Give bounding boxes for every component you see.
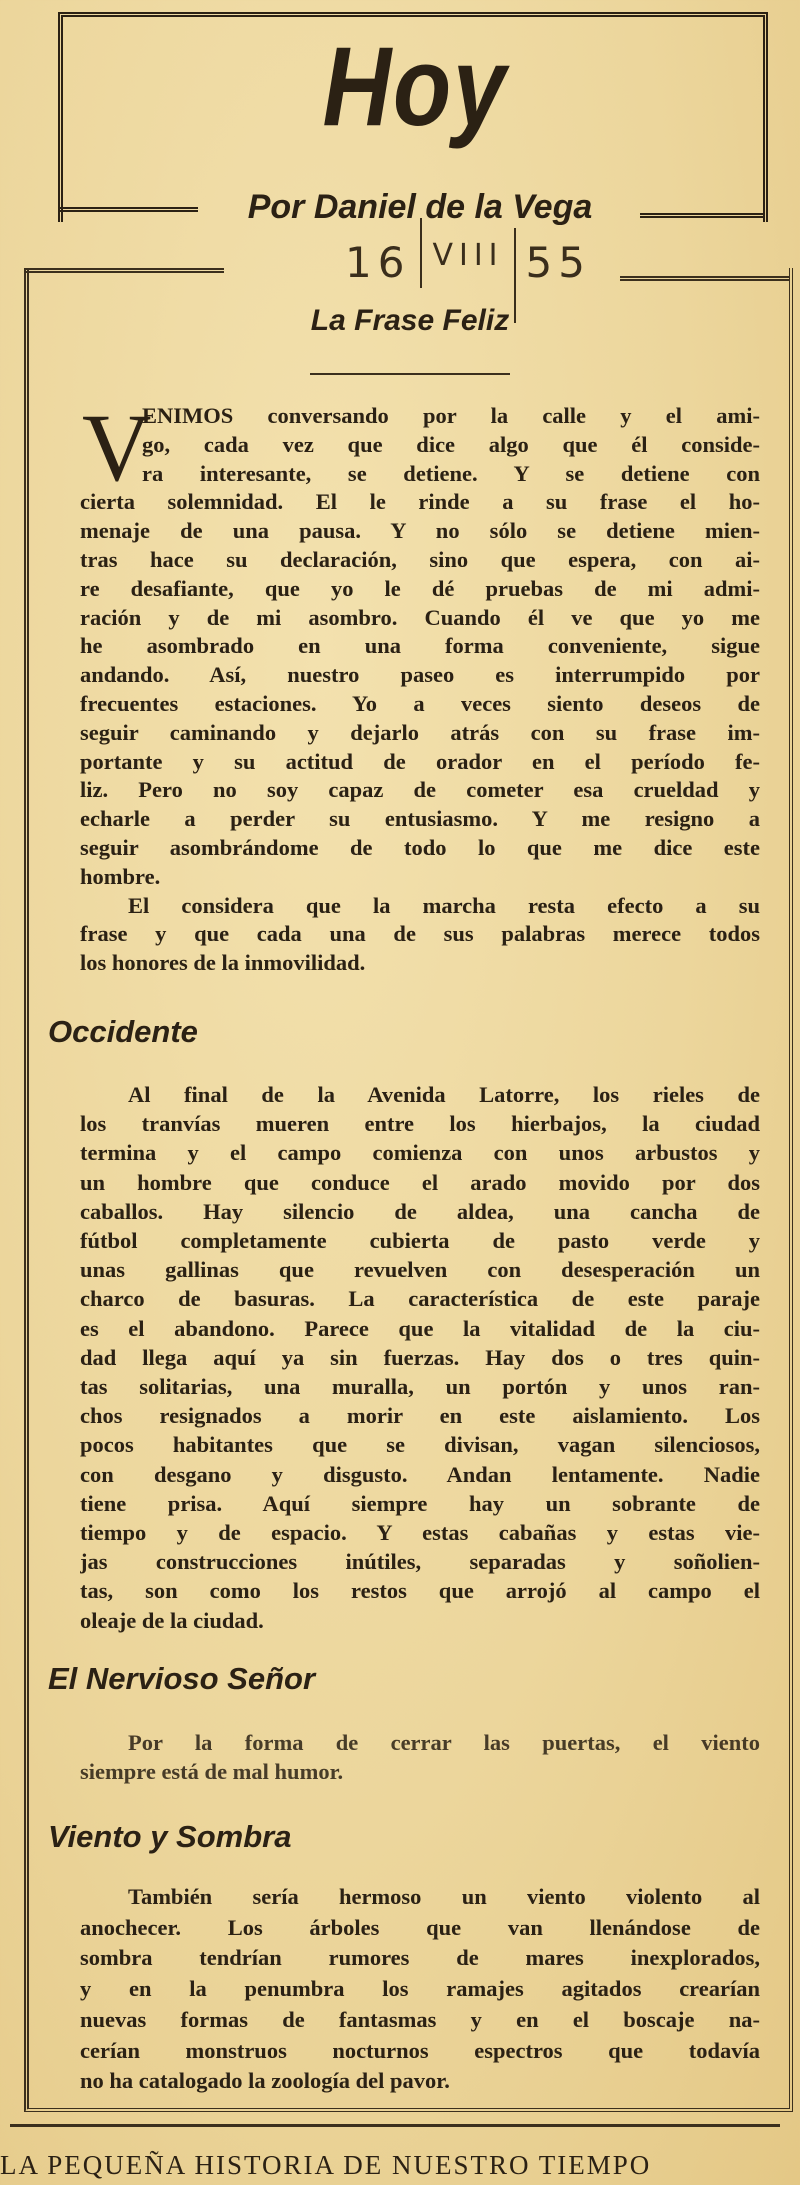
drop-cap: V	[82, 394, 152, 501]
text-line: cierta solemnidad. El le rinde a su frase el ho-	[80, 489, 760, 515]
article-frame-rule	[620, 276, 790, 281]
article-frame-rule	[24, 268, 224, 273]
text-line: unas gallinas que revuelven con desesperación un	[80, 1257, 760, 1283]
text-line: charco de basuras. La característica de este paraje	[80, 1286, 760, 1312]
header-frame-rule	[58, 207, 198, 212]
text-line: frase y que cada una de sus palabras merece todos	[80, 921, 760, 947]
handwritten-day: 16	[345, 238, 411, 287]
text-line: tas solitarias, una muralla, un portón y unos ran-	[80, 1374, 760, 1400]
title-divider	[310, 373, 510, 375]
text-line: portante y su actitud de orador en el período fe-	[80, 748, 760, 774]
text-line: con desgano y disgusto. Andan lentamente. Nadie	[80, 1461, 760, 1487]
text-line: nuevas formas de fantasmas y en el boscaje na-	[80, 2006, 760, 2032]
section-heading-occidente: Occidente	[48, 1014, 198, 1049]
intro-paragraphs	[80, 394, 760, 978]
text-line: seguir asombrándome de todo lo que me dice este	[80, 834, 760, 860]
text-line: tiempo y de espacio. Y estas cabañas y estas vie-	[80, 1520, 760, 1546]
text-line: tras hace su declaración, sino que espera, con ai-	[80, 546, 760, 572]
text-line: los honores de la inmovilidad.	[80, 950, 366, 976]
text-line: tiene prisa. Aquí siempre hay un sobrante de	[80, 1490, 760, 1516]
text-line: fútbol completamente cubierta de pasto verde y	[80, 1228, 760, 1254]
text-line: ra interesante, se detiene. Y se detiene con	[142, 460, 760, 486]
text-line: Al final de la Avenida Latorre, los rieles de	[128, 1082, 760, 1107]
article-frame-rule	[10, 2124, 780, 2127]
text-line: siempre está de mal humor.	[80, 1759, 344, 1785]
running-footer: LA PEQUEÑA HISTORIA DE NUESTRO TIEMPO	[0, 2150, 652, 2180]
text-line: Por la forma de cerrar las puertas, el viento	[128, 1730, 760, 1755]
section-heading-viento: Viento y Sombra	[48, 1819, 292, 1854]
header-frame-rule	[640, 213, 763, 218]
text-line: frecuentes estaciones. Yo a veces siento deseos de	[80, 690, 760, 716]
text-line: caballos. Hay silencio de aldea, una cancha de	[80, 1198, 760, 1224]
byline: Por Daniel de la Vega	[247, 188, 593, 226]
section-body-occidente	[80, 1080, 760, 1635]
text-line: jas construcciones inútiles, separadas y soñolien-	[80, 1549, 760, 1575]
text-line: cerían monstruos nocturnos espectros que todavía	[80, 2037, 760, 2063]
text-line: pocos habitantes que se divisan, vagan silenciosos,	[80, 1432, 760, 1458]
text-line: También sería hermoso un viento violento al	[128, 1884, 760, 1909]
text-line: tas, son como los restos que arrojó al campo el	[80, 1578, 760, 1604]
text-line: hombre.	[80, 863, 161, 889]
text-line: los tranvías mueren entre los hierbajos, la ciudad	[80, 1111, 760, 1137]
text-line: menaje de una pausa. Y no sólo se detiene mien-	[80, 518, 760, 544]
text-line: go, cada vez que dice algo que él conside-	[142, 431, 760, 457]
text-line: he asombrado en una forma conveniente, sigue	[80, 633, 760, 659]
text-line: echarle a perder su entusiasmo. Y me resigno a	[80, 806, 760, 832]
text-line: es el abandono. Parece que la vitalidad de la ciu-	[80, 1315, 760, 1341]
text-line: dad llega aquí ya sin fuerzas. Hay dos o tres quin-	[80, 1344, 760, 1370]
section-body-nervioso	[80, 1728, 760, 1786]
handwritten-year: 55	[525, 238, 591, 287]
text-line: El considera que la marcha resta efecto a su	[128, 892, 760, 918]
handwritten-month: VIII	[432, 238, 504, 273]
text-line: seguir caminando y dejarlo atrás con su frase im-	[80, 719, 760, 745]
text-line: termina y el campo comienza con unos arbustos y	[80, 1140, 760, 1166]
text-line: chos resignados a morir en este aislamiento. Los	[80, 1403, 760, 1429]
text-line: liz. Pero no soy capaz de cometer esa crueldad y	[80, 777, 760, 803]
text-line: y en la penumbra los ramajes agitados crearían	[80, 1976, 760, 2002]
section-body-viento	[80, 1882, 760, 2097]
text-line: anochecer. Los árboles que van llenándose de	[80, 1914, 760, 1940]
column-title: Hoy	[322, 24, 508, 149]
text-line: ración y de mi asombro. Cuando él ve que yo me	[80, 604, 760, 630]
text-line: no ha catalogado la zoología del pavor.	[80, 2068, 450, 2094]
text-line: andando. Así, nuestro paseo es interrumpido por	[80, 662, 760, 688]
text-line: oleaje de la ciudad.	[80, 1607, 264, 1633]
article-title: La Frase Feliz	[310, 304, 510, 337]
text-line: ENIMOS conversando por la calle y el ami-	[142, 403, 760, 428]
text-line: un hombre que conduce el arado movido por dos	[80, 1169, 760, 1195]
text-line: re desafiante, que yo le dé pruebas de mi admi-	[80, 575, 760, 601]
section-heading-nervioso: El Nervioso Señor	[48, 1661, 316, 1696]
text-line: sombra tendrían rumores de mares inexplorados,	[80, 1945, 760, 1971]
